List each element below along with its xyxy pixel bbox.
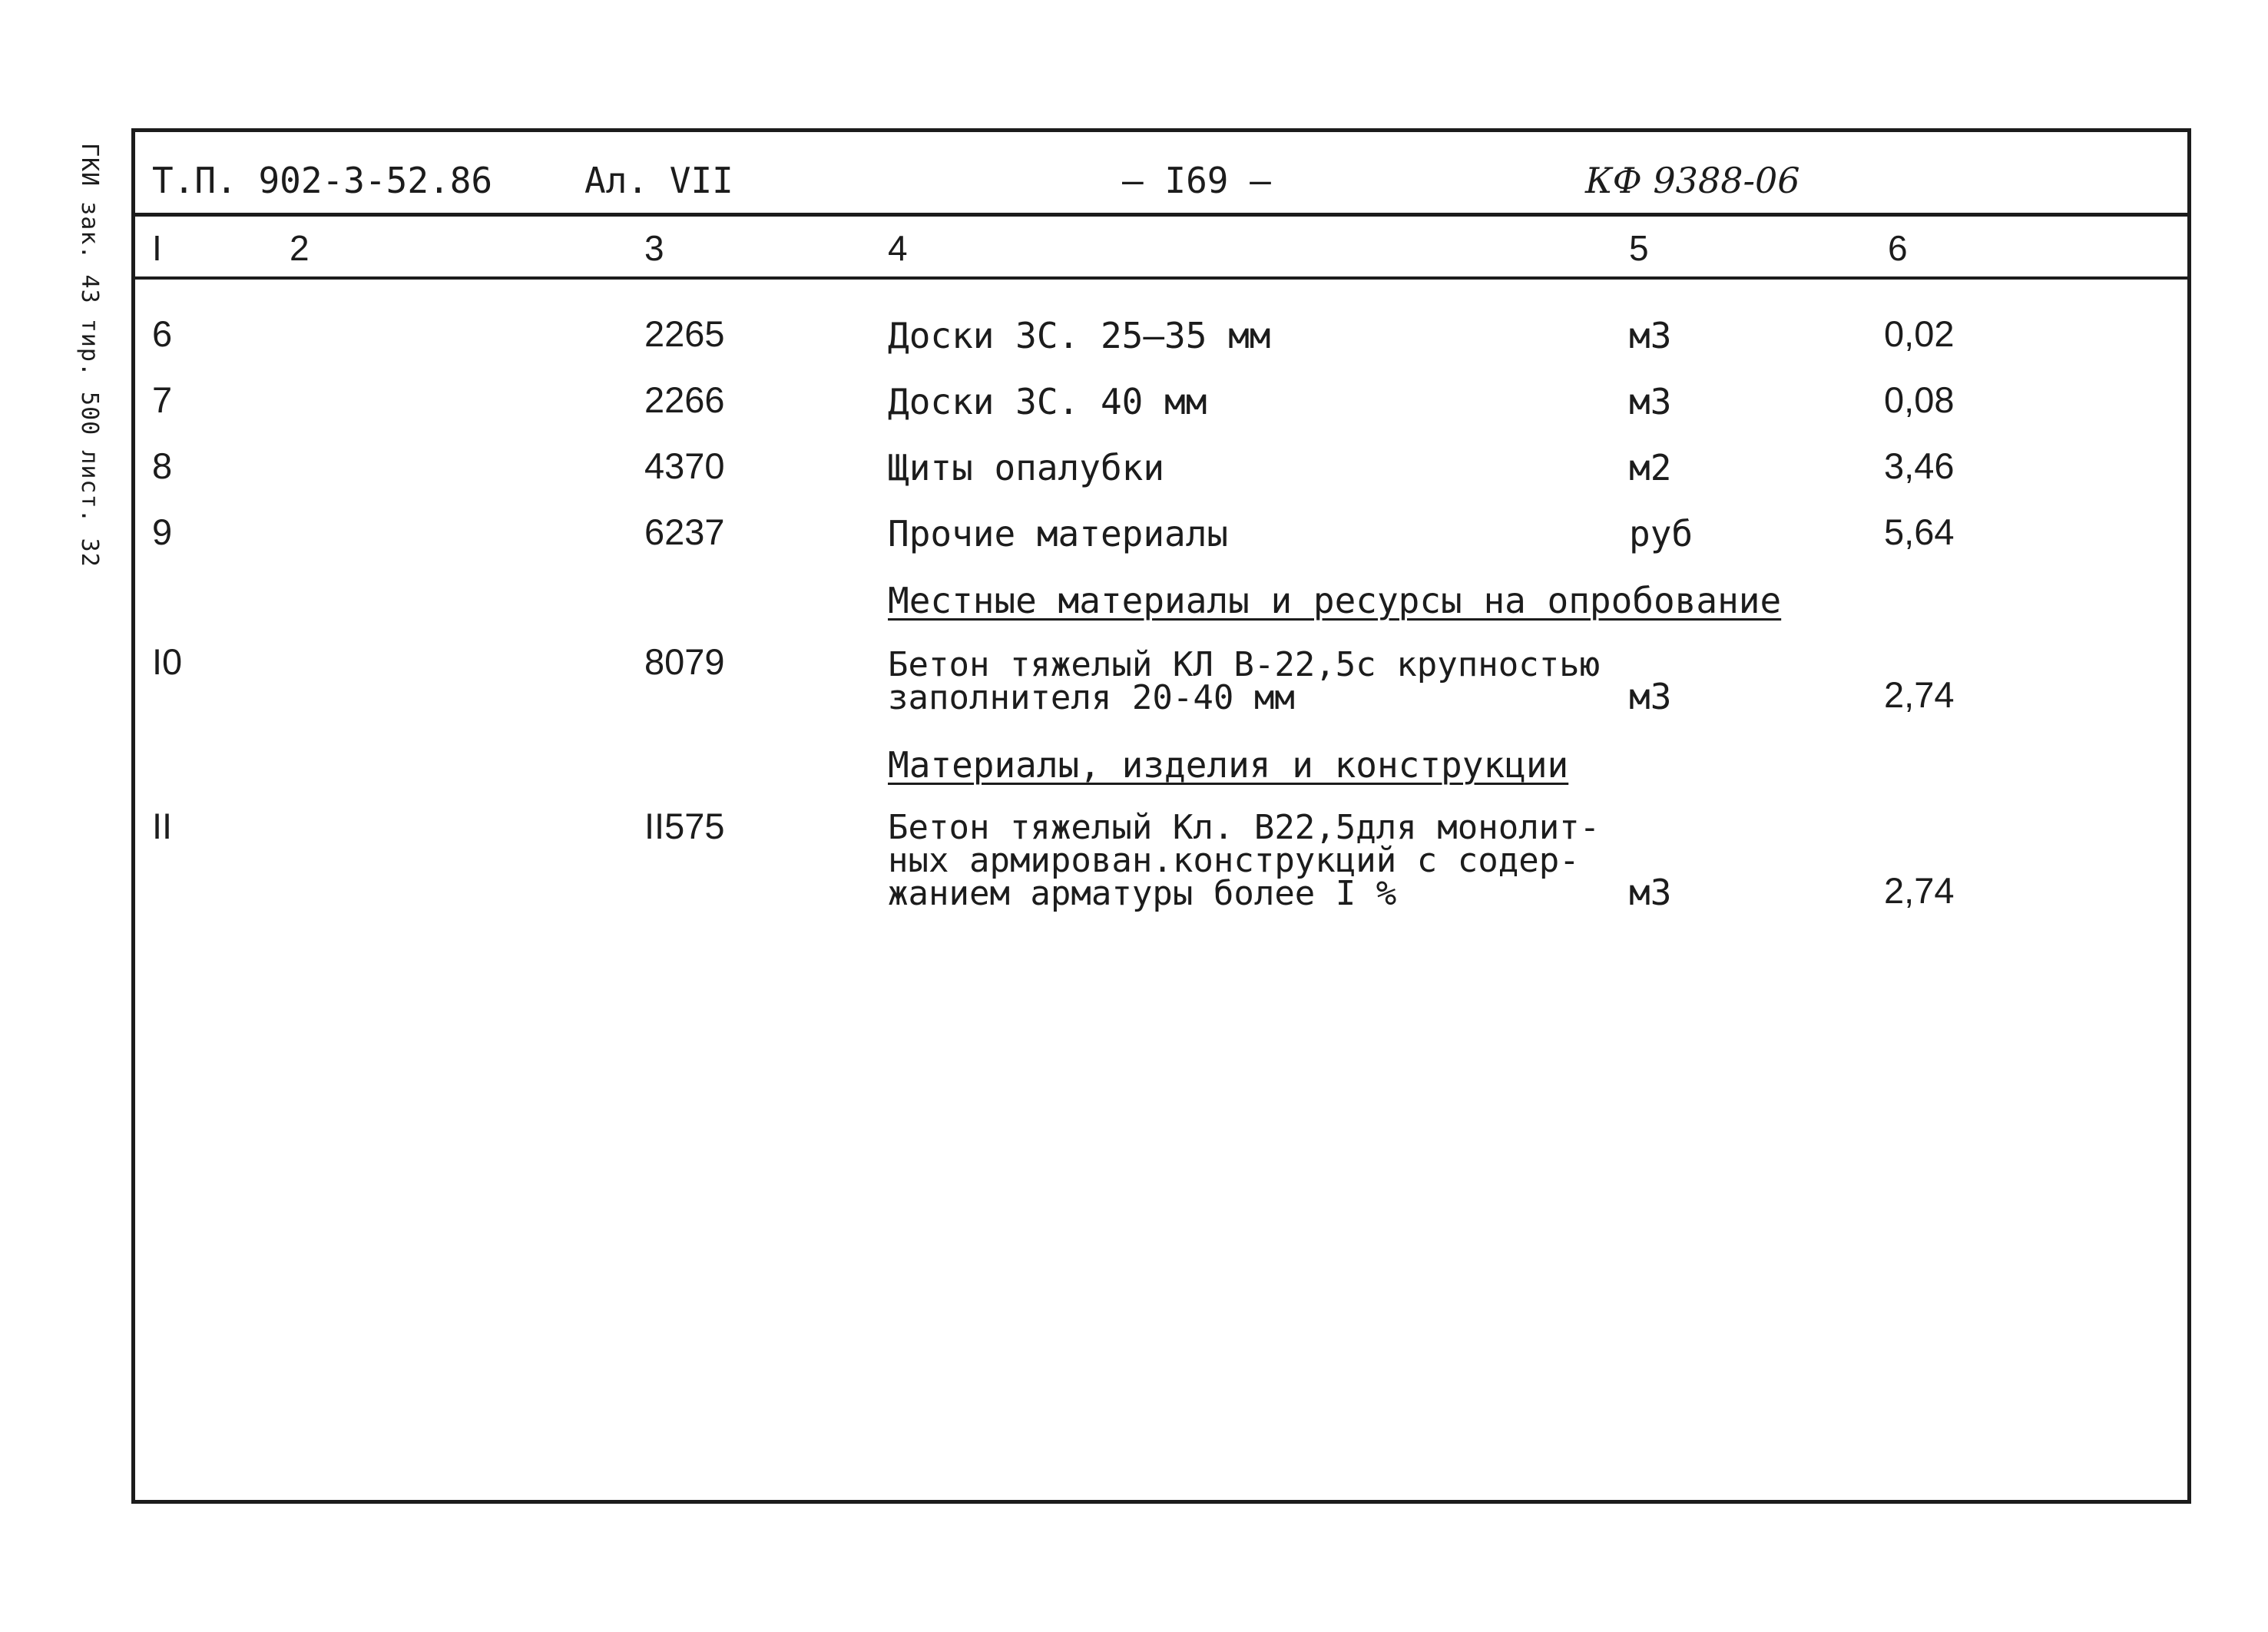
row-number: 9 [152,511,173,552]
resource-code: 2266 [644,379,725,420]
album-number: Ал. VII [584,160,733,201]
quantity: 2,74 [1884,870,1955,911]
column-number-4: 4 [888,228,908,268]
resource-code: II575 [644,806,725,846]
resource-code: 2265 [644,313,725,354]
resource-description: Бетон тяжелый КЛ В-22,5с крупностью заполнителя 20-40 мм [888,645,1601,717]
column-number-1: I [152,228,162,268]
column-number-3: 3 [644,228,664,268]
column-number-6: 6 [1888,228,1908,268]
row-number: 8 [152,445,173,486]
quantity: 0,02 [1884,313,1955,354]
unit: м3 [1629,315,1672,356]
resource-description: Доски 3С. 25–35 мм [888,315,1271,356]
section-heading-local-materials: Местные материалы и ресурсы на опробование [888,580,1782,621]
quantity: 3,46 [1884,445,1955,486]
doc-reference: Т.П. 902-3-52.86 [152,160,493,201]
unit: м3 [1629,872,1672,913]
quantity: 0,08 [1884,379,1955,420]
resource-description: Прочие материалы [888,513,1229,554]
resource-code: 6237 [644,511,725,552]
resource-code: 8079 [644,641,725,682]
resource-code: 4370 [644,445,725,486]
section-heading-materials: Материалы, изделия и конструкции [888,744,1569,786]
resource-description: Бетон тяжелый Кл. В22,5для монолит- ных армирован.конструкций с содер- жанием арматуры более I % [888,808,1601,913]
page-number: – I69 – [1122,160,1271,201]
column-number-divider [135,276,2187,280]
document-frame [131,128,2191,1504]
resource-description: Доски 3С. 40 мм [888,381,1207,422]
quantity: 2,74 [1884,674,1955,715]
side-stamp [74,143,104,568]
header-divider [135,213,2187,217]
column-number-5: 5 [1629,228,1649,268]
side-stamp-text: ГКИ зак. 43 тир. 500 лист. 32 [76,143,103,568]
unit: м3 [1629,676,1672,717]
row-number: I0 [152,641,183,682]
unit: м2 [1629,447,1672,488]
unit: м3 [1629,381,1672,422]
quantity: 5,64 [1884,511,1955,552]
row-number: 6 [152,313,173,354]
row-number: 7 [152,379,173,420]
row-number: II [152,806,173,846]
document-code: КФ 9388-06 [1585,160,1800,201]
resource-description: Щиты опалубки [888,447,1165,488]
column-number-2: 2 [290,228,310,268]
unit: руб [1629,513,1694,554]
